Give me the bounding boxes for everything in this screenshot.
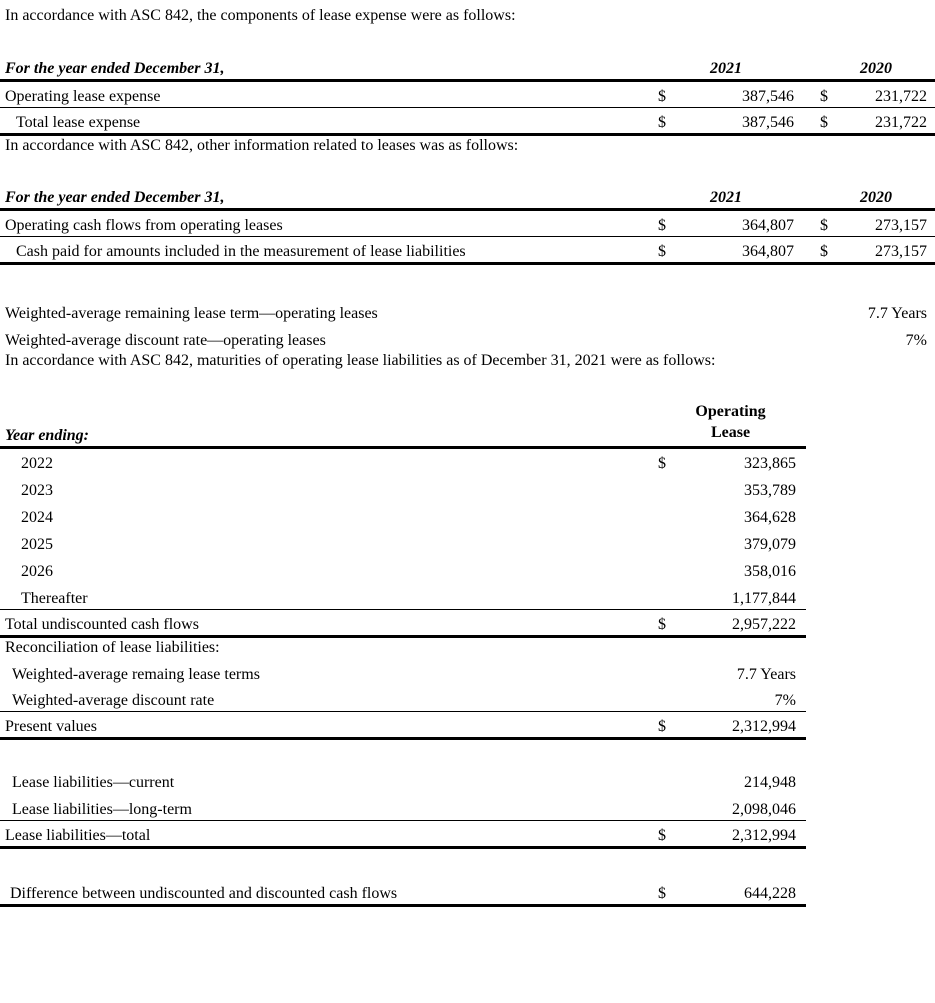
- table-row: [0, 555, 806, 582]
- table-row: [0, 210, 935, 237]
- row-label: Weighted-average remaing lease terms: [12, 665, 260, 683]
- row-value: 7.7 Years: [867, 305, 927, 322]
- row-label: 2026: [21, 563, 53, 580]
- intro-paragraph-2: In accordance with ASC 842, other information related to leases was as follows:: [5, 136, 519, 154]
- column-gap: [797, 50, 817, 80]
- table-header-row: [0, 180, 935, 210]
- table-total-row: [0, 107, 935, 134]
- table-row: [0, 447, 806, 474]
- currency-symbol: $: [658, 885, 666, 902]
- column-gap: [797, 107, 817, 134]
- table-row: [0, 501, 806, 528]
- row-value: 7%: [905, 332, 927, 349]
- column-gap: [797, 210, 817, 237]
- amount-2021: 364,807: [742, 217, 794, 234]
- amount: 1,177,844: [732, 589, 796, 607]
- amount-2021: 364,807: [742, 243, 794, 260]
- currency-symbol: [655, 793, 690, 820]
- table-total-row: [0, 820, 806, 847]
- column-header-2021: 2021: [710, 189, 742, 206]
- row-label: Operating lease expense: [5, 87, 161, 105]
- table-row: [0, 582, 806, 609]
- amount-2020: 231,722: [875, 87, 927, 105]
- table-row: [0, 766, 806, 793]
- amount: 364,628: [744, 509, 796, 526]
- row-label: Difference between undiscounted and discounted cash flows: [10, 885, 398, 902]
- other-lease-info-table: [0, 180, 935, 266]
- weighted-average-section: [0, 297, 935, 351]
- column-header-line-1: Operating: [695, 402, 766, 420]
- row-label: Weighted-average discount rate: [12, 692, 215, 709]
- currency-symbol: [655, 528, 690, 555]
- reconciliation-table: [0, 658, 806, 741]
- amount: 2,312,994: [732, 826, 796, 844]
- amount-2021: 387,546: [742, 87, 794, 105]
- amount: 379,079: [744, 536, 796, 553]
- row-value: 7.7 Years: [736, 665, 796, 683]
- column-header-2020: 2020: [860, 59, 892, 77]
- table-total-row: [0, 609, 806, 636]
- column-gap: [797, 180, 817, 210]
- reconciliation-title: Reconciliation of lease liabilities:: [5, 638, 220, 656]
- row-label: 2023: [21, 482, 53, 499]
- currency-symbol: $: [820, 243, 828, 260]
- row-label: Lease liabilities—long-term: [12, 800, 192, 818]
- table-row: [0, 474, 806, 501]
- amount-2020: 273,157: [875, 217, 927, 234]
- maturities-table: [0, 399, 806, 638]
- table-caption: For the year ended December 31,: [5, 189, 225, 206]
- amount: 353,789: [744, 482, 796, 499]
- table-total-row: [0, 237, 935, 264]
- row-label: Present values: [5, 718, 97, 735]
- intro-paragraph-1: In accordance with ASC 842, the components of lease expense were as follows:: [5, 7, 516, 24]
- amount: 2,098,046: [732, 800, 796, 818]
- currency-symbol: [655, 582, 690, 609]
- currency-symbol: $: [820, 217, 828, 234]
- intro-paragraph-3: In accordance with ASC 842, maturities of operating lease liabilities as of December 31, 2021 were as follows:: [5, 352, 716, 369]
- currency-symbol: $: [658, 87, 666, 105]
- row-value: 7%: [774, 692, 796, 709]
- row-label: Total lease expense: [16, 113, 141, 131]
- currency-symbol: [655, 685, 690, 712]
- column-header-2020: 2020: [860, 189, 892, 206]
- row-label: 2024: [21, 509, 53, 526]
- table-row: [0, 528, 806, 555]
- table-row: [0, 793, 806, 820]
- table-row: [0, 658, 806, 685]
- row-label: Lease liabilities—current: [12, 774, 175, 791]
- lease-expense-table: [0, 50, 935, 136]
- amount: 2,312,994: [732, 718, 796, 735]
- amount: 323,865: [744, 455, 796, 472]
- amount: 2,957,222: [732, 615, 796, 633]
- amount: 644,228: [744, 885, 796, 902]
- currency-symbol: $: [820, 113, 828, 131]
- lease-liabilities-table: [0, 766, 806, 849]
- currency-symbol: [655, 501, 690, 528]
- row-label: Weighted-average remaining lease term—operating leases: [5, 305, 378, 322]
- amount-2021: 387,546: [742, 113, 794, 131]
- table-caption: Year ending:: [5, 426, 89, 444]
- row-label: Total undiscounted cash flows: [5, 615, 199, 633]
- amount: 358,016: [744, 563, 796, 580]
- row-label: Lease liabilities—total: [5, 826, 151, 844]
- table-header-row: [0, 50, 935, 80]
- amount: 214,948: [744, 774, 796, 791]
- column-header-2021: 2021: [710, 59, 742, 77]
- amount-2020: 273,157: [875, 243, 927, 260]
- row-label: Thereafter: [21, 589, 88, 607]
- amount-2020: 231,722: [875, 113, 927, 131]
- currency-symbol: $: [658, 455, 666, 472]
- row-label: 2022: [21, 455, 53, 472]
- table-header-row: [0, 399, 806, 447]
- currency-symbol: $: [658, 615, 666, 633]
- table-caption: For the year ended December 31,: [5, 59, 225, 77]
- column-gap: [797, 80, 817, 107]
- column-header-operating-lease: [655, 399, 806, 447]
- table-row: [0, 80, 935, 107]
- row-label: 2025: [21, 536, 53, 553]
- currency-symbol: [655, 555, 690, 582]
- info-row: [0, 324, 935, 351]
- row-label: Operating cash flows from operating leases: [5, 217, 283, 234]
- row-label: Cash paid for amounts included in the measurement of lease liabilities: [16, 243, 466, 260]
- table-row: [0, 879, 806, 906]
- column-header-line-2: Lease: [710, 423, 751, 441]
- table-row: [0, 685, 806, 712]
- info-row: [0, 297, 935, 324]
- currency-symbol: [655, 766, 690, 793]
- currency-symbol: $: [658, 217, 666, 234]
- currency-symbol: $: [820, 87, 828, 105]
- table-total-row: [0, 712, 806, 739]
- currency-symbol: $: [658, 113, 666, 131]
- currency-symbol: $: [658, 243, 666, 260]
- column-gap: [797, 237, 817, 264]
- difference-table: [0, 879, 806, 908]
- currency-symbol: $: [658, 718, 666, 735]
- currency-symbol: $: [658, 826, 666, 844]
- row-label: Weighted-average discount rate—operating leases: [5, 332, 326, 349]
- currency-symbol: [655, 658, 690, 685]
- currency-symbol: [655, 474, 690, 501]
